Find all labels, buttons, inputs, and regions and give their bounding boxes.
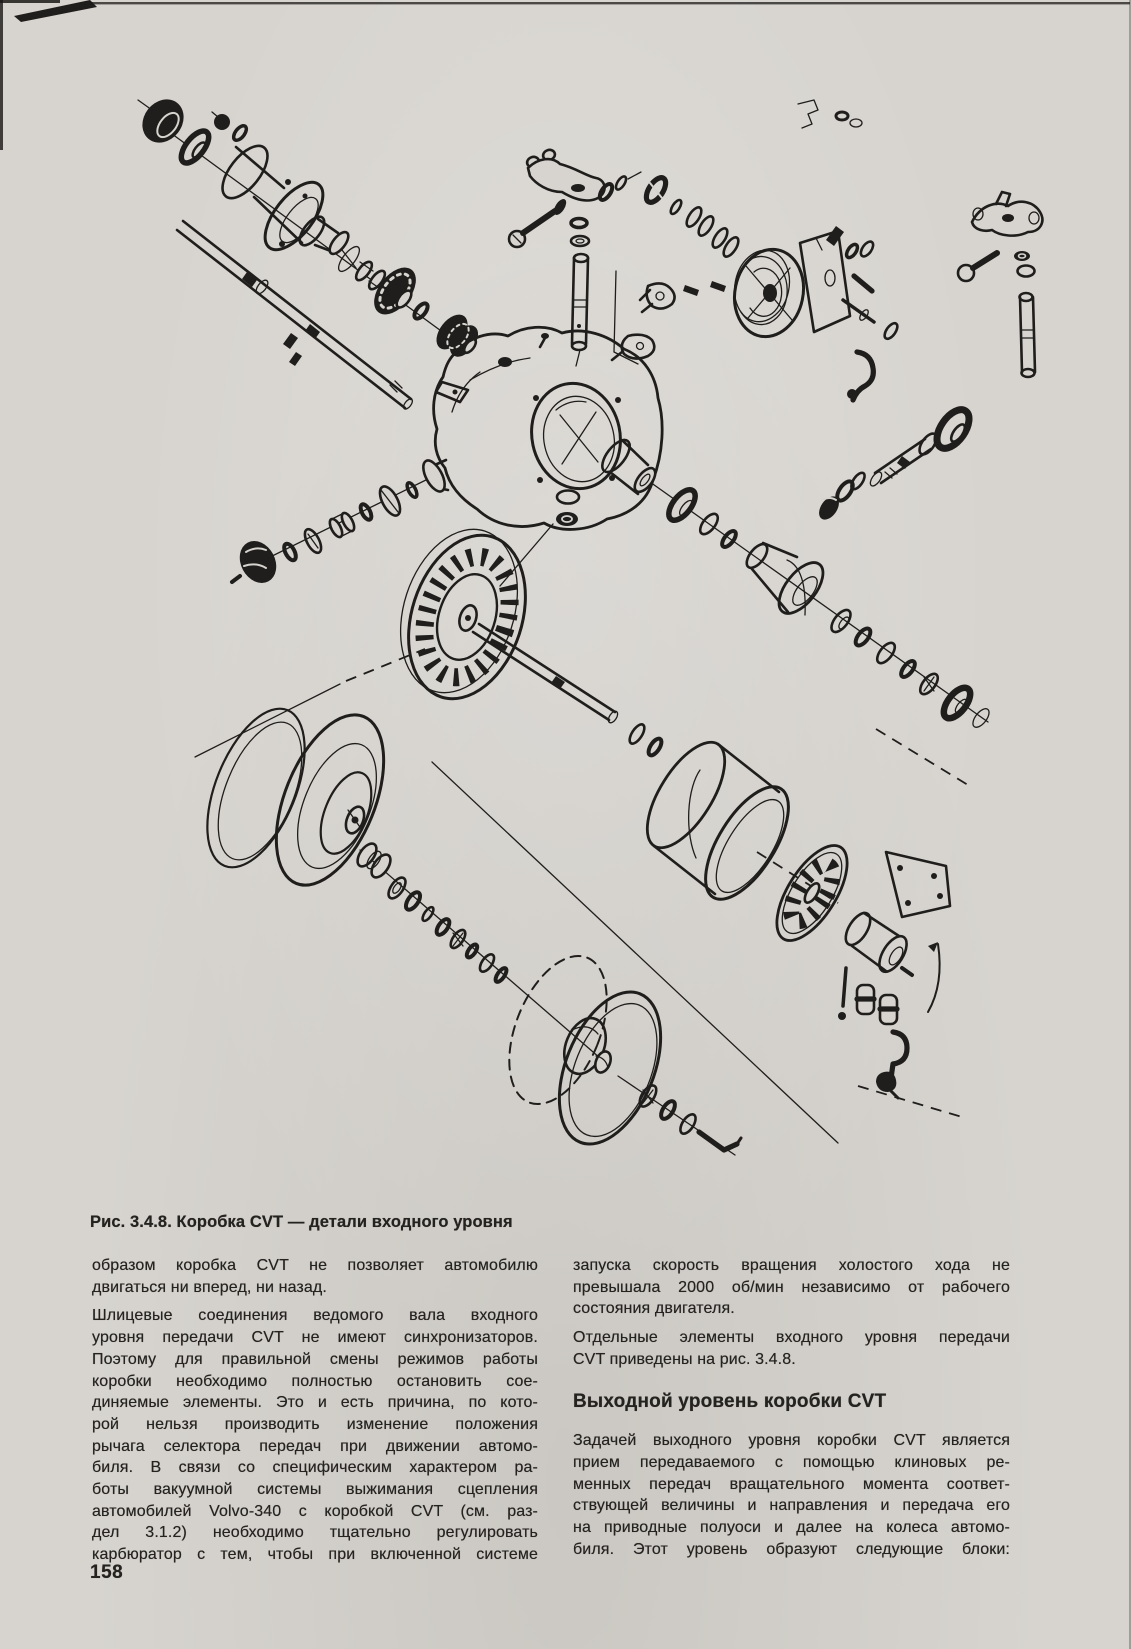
right-column-top [573,1255,1010,1371]
secondary-drum [632,730,950,1098]
section-heading: Выходной уровень коробки CVT [573,1390,887,1412]
fan-pulley [381,514,664,757]
pinion-shaft [815,404,975,523]
paragraph: запуска скорость вращения холостого хода не превышала 2000 об/мин независимо от рабочего состояния двигателя. [573,1257,1010,1318]
clutch-drum [727,226,900,400]
primary-pulley [187,695,508,983]
page-number: 158 [90,1562,124,1583]
paragraph: Отдельные элементы входного уровня передачи CVT приведены на рис. 3.4.8. [573,1329,1010,1368]
left-output-gear [232,481,419,589]
output-spigot-train [597,435,992,730]
right-column-bottom [573,1430,1010,1560]
paragraph: Задачей выходного уровня коробки CVT является прием передаваемого с помощью клиновых ре- менных передач вращательного момента соответ- ствующей величины и направления и передача его на приводные полуоси и далее на колеса автомо- биля. Этот уровень образуют следующие блоки: [573,1432,1010,1558]
paragraph: Шлицевые соединения ведомого вала входного уровня передачи CVT не имеют синхронизаторов. Поэтому для правильной смены режимов работы коробки необходимо полностью остановить сое- диняемые элементы. Это и есть причина, по кото- рой нельзя производить изменение положения рычага селектора передач при движении автомо- биля. В связи со специфическим характером ра- боты вакуумной системы выжимания сцепления автомобилей Volvo-340 с коробкой CVT (см. раз- дел 3.1.2) необходимо тщательно регулировать карбюратор с тем, чтобы при включенной системе [92,1307,538,1564]
scan-edge-right [1129,0,1131,1649]
left-text-column [92,1255,538,1573]
input-gear-train [134,91,484,410]
right-text-column [573,1255,1010,1567]
scan-edge-left [0,0,3,150]
primary-pulley-cone [490,942,741,1159]
figure-caption: Рис. 3.4.8. Коробка CVT — детали входного уровня [90,1213,513,1231]
paragraph: образом коробка CVT не позволяет автомобилю двигаться ни вперед, ни назад. [92,1257,538,1296]
scan-artifacts [0,0,1130,22]
